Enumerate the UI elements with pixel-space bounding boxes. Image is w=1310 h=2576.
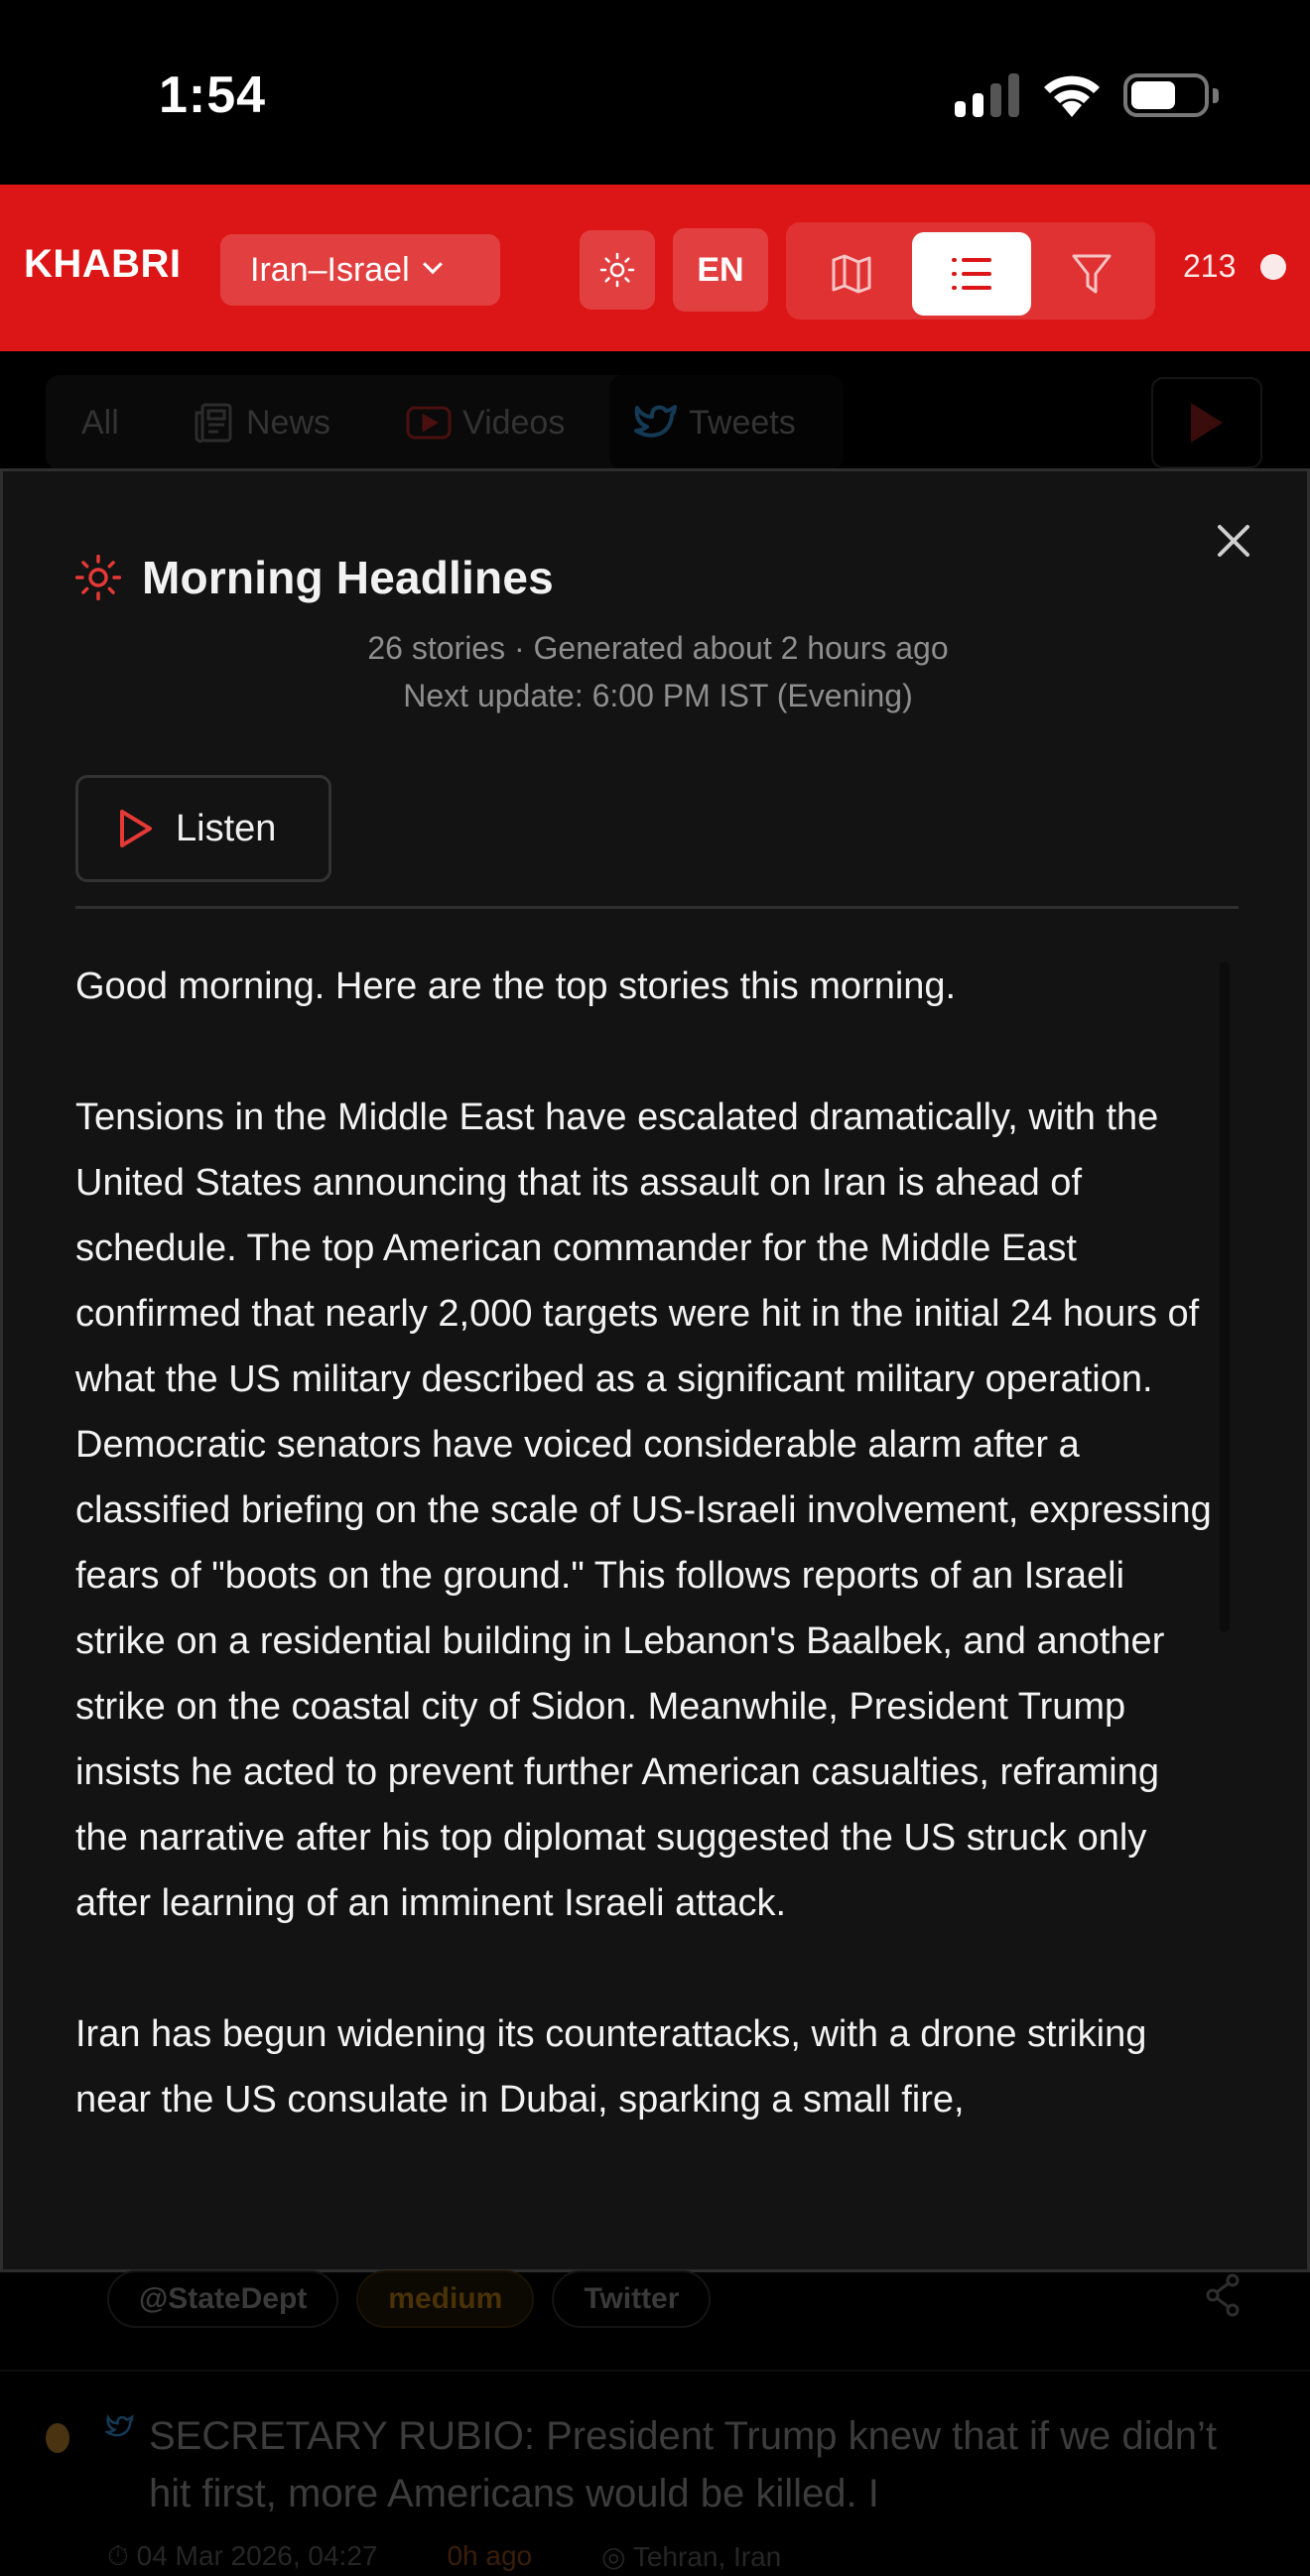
item-count: 213 xyxy=(1183,248,1237,284)
list-view-button[interactable] xyxy=(912,232,1031,316)
listen-label: Listen xyxy=(176,807,277,849)
youtube-icon xyxy=(405,403,453,443)
chevron-down-icon xyxy=(423,254,443,274)
wifi-icon xyxy=(1042,71,1102,119)
list-icon xyxy=(950,254,993,294)
scrollbar[interactable] xyxy=(1220,962,1230,1632)
filter-button[interactable] xyxy=(1032,232,1151,316)
feed-chips xyxy=(107,2270,711,2330)
twitter-icon xyxy=(105,2413,135,2441)
paragraph: Tensions in the Middle East have escalated dramatically, with the United States announcing that its assault on Iran is ahead of schedule. The top American commander for the Middle East confirmed that nearly 2,000 targets were hit in the initial 24 hours of what the US military described as a significant military operation. Democratic senators have voiced considerable alarm after a classified briefing on the scale of US-Israeli involvement, expressing fears of "boots on the ground." This follows reports of an Israeli strike on a residential building in Lebanon's Baalbek, and another strike on the coastal city of Sidon. Meanwhile, President Trump insists he acted to prevent further American casualties, reframing the narrative after his top diplomat suggested the US struck only after learning of an imminent Israeli attack. xyxy=(75,1096,1212,1924)
headlines-modal xyxy=(0,468,1310,2272)
newspaper-icon xyxy=(193,401,236,445)
feed-separator xyxy=(0,2370,1310,2372)
modal-header xyxy=(74,551,554,604)
feed-item-location: ◎ Tehran, Iran xyxy=(601,2541,782,2572)
chip-priority[interactable]: medium xyxy=(356,2270,534,2328)
map-icon xyxy=(830,252,873,296)
twitter-icon xyxy=(633,401,679,445)
play-all-button[interactable] xyxy=(1151,377,1262,468)
paragraph: Iran has begun widening its counterattacks, with a drone striking near the US consulate in Dubai, sparking a small fire, xyxy=(75,2013,1147,2121)
topic-selector[interactable] xyxy=(220,234,500,306)
chip-platform[interactable]: Twitter xyxy=(552,2270,711,2328)
priority-dot xyxy=(46,2423,69,2453)
headlines-body[interactable] xyxy=(75,954,1217,2254)
tab-tweets[interactable]: Tweets xyxy=(609,375,844,470)
sun-icon xyxy=(599,252,635,288)
sun-icon xyxy=(74,554,122,601)
cellular-signal-icon xyxy=(955,73,1022,117)
share-icon[interactable] xyxy=(1203,2272,1243,2318)
tab-all[interactable]: All xyxy=(81,403,119,442)
feed-item-ago: 0h ago xyxy=(447,2540,533,2571)
paragraph: Good morning. Here are the top stories this morning. xyxy=(75,966,957,1007)
brand-logo[interactable]: KHABRI xyxy=(24,242,182,286)
feed-item-meta xyxy=(107,2540,781,2573)
play-icon xyxy=(1187,401,1227,445)
close-icon[interactable] xyxy=(1214,521,1253,561)
play-icon xyxy=(118,809,154,848)
stories-meta: 26 stories · Generated about 2 hours ago xyxy=(367,630,949,666)
feed-item-title[interactable]: SECRETARY RUBIO: President Trump knew that if we didn’t hit first, more Americans would be killed. I xyxy=(149,2414,1217,2515)
tab-videos[interactable]: Videos xyxy=(405,375,565,470)
map-view-button[interactable] xyxy=(792,232,911,316)
divider xyxy=(75,906,1239,909)
theme-toggle-button[interactable] xyxy=(580,230,655,310)
status-time: 1:54 xyxy=(159,66,267,124)
feed-item-date: ⏱ 04 Mar 2026, 04:27 xyxy=(107,2540,378,2571)
view-mode-group xyxy=(786,222,1155,320)
app-header xyxy=(0,185,1310,351)
tab-news[interactable]: News xyxy=(193,375,330,470)
live-indicator-dot xyxy=(1260,254,1286,280)
content-type-tabs xyxy=(46,375,844,470)
next-update: Next update: 6:00 PM IST (Evening) xyxy=(403,678,913,713)
topic-label: Iran–Israel xyxy=(250,250,410,289)
modal-title: Morning Headlines xyxy=(142,552,554,603)
chip-source[interactable]: @StateDept xyxy=(107,2270,338,2328)
battery-icon xyxy=(1123,73,1209,117)
language-button[interactable]: EN xyxy=(673,228,768,312)
status-bar xyxy=(0,0,1310,185)
listen-button[interactable] xyxy=(75,775,331,882)
filter-icon xyxy=(1070,252,1114,296)
